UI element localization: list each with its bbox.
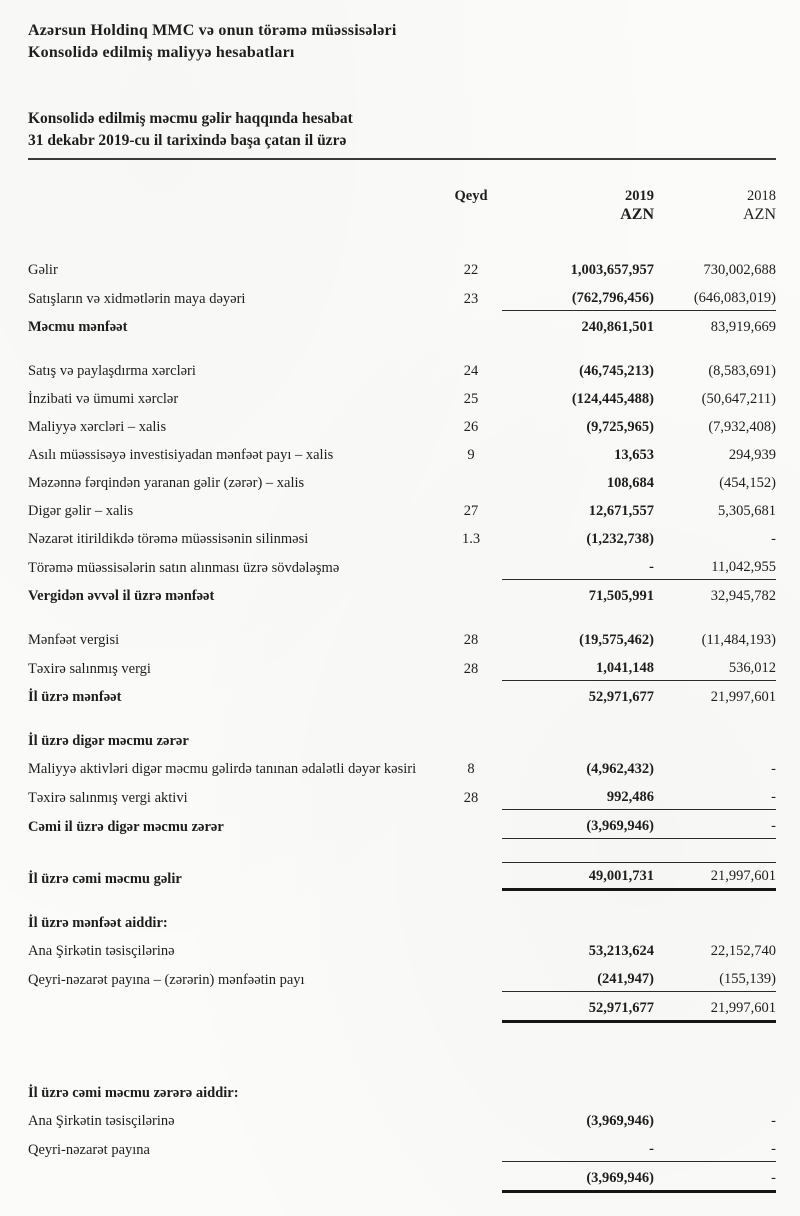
row-label: Asılı müəssisəyə investisiyadan mənfəət payı – xalis <box>28 447 334 463</box>
table-row <box>28 385 776 413</box>
value-2019: 240,861,501 <box>581 319 654 335</box>
value-2018 <box>654 933 776 935</box>
value-2018: - <box>654 1140 776 1162</box>
value-2018: (8,583,691) <box>708 363 776 379</box>
note-cell <box>440 1160 502 1162</box>
note-cell <box>440 337 502 339</box>
table-row <box>28 783 776 812</box>
row-label: Törəmə müəssisələrin satın alınması üzrə sövdələşmə <box>28 560 340 576</box>
row-label: Mənfəət vergisi <box>28 632 120 648</box>
row-label: Satışların və xidmətlərin maya dəyəri <box>28 291 246 307</box>
value-2018: - <box>771 1113 776 1129</box>
table-section <box>28 727 776 841</box>
value-2018: 5,305,681 <box>718 503 776 519</box>
company-name: Azərsun Holdinq MMC və onun törəmə müəssisələri <box>28 22 397 39</box>
table-row <box>28 357 776 385</box>
value-2018: - <box>771 531 776 547</box>
table-section <box>28 626 776 711</box>
value-2019 <box>502 751 654 753</box>
value-2018: - <box>654 1169 776 1193</box>
value-2018 <box>654 1103 776 1105</box>
value-2019: 12,671,557 <box>588 503 654 519</box>
row-label: Ana Şirkətin təsisçilərinə <box>28 1113 175 1129</box>
note-cell <box>440 1191 502 1193</box>
value-2018: 83,919,669 <box>710 319 776 335</box>
note-cell: 28 <box>463 632 479 648</box>
value-2019: - <box>502 558 654 580</box>
row-label: Təxirə salınmış vergi <box>28 661 151 677</box>
value-2018: 730,002,688 <box>703 262 776 278</box>
value-2019: (124,445,488) <box>571 391 654 407</box>
value-2019: (4,962,432) <box>586 761 654 777</box>
value-2019 <box>502 1103 654 1105</box>
value-2019: 52,971,677 <box>588 689 654 705</box>
table-row <box>28 965 776 994</box>
table-section <box>28 357 776 610</box>
row-label: İl üzrə digər məcmu zərər <box>28 733 189 749</box>
value-2019: (3,969,946) <box>586 1113 654 1129</box>
value-2019: 13,653 <box>614 447 654 463</box>
value-2019: 49,001,731 <box>502 862 654 891</box>
note-cell: 8 <box>467 761 475 777</box>
note-cell <box>440 1103 502 1105</box>
value-2018: (11,484,193) <box>701 632 776 648</box>
statement-title: Konsolidə edilmiş məcmu gəlir haqqında hesabat <box>28 110 353 127</box>
currency-label-2019: AZN <box>620 206 654 223</box>
period-subtitle: 31 dekabr 2019-cu il tarixində başa çatan il üzrə <box>28 132 347 149</box>
note-cell <box>440 990 502 992</box>
table-row <box>28 497 776 525</box>
table-section <box>28 256 776 341</box>
value-2018: 32,945,782 <box>710 588 776 604</box>
value-2019: (762,796,456) <box>502 289 654 311</box>
value-2019: (1,232,738) <box>586 531 654 547</box>
table-row <box>28 1135 776 1164</box>
value-2019: (3,969,946) <box>502 1169 654 1193</box>
statements-subtitle: Konsolidə edilmiş maliyyə hesabatları <box>28 44 295 61</box>
table-row <box>28 654 776 683</box>
column-header-note: Qeyd <box>454 188 488 204</box>
value-2018: - <box>654 788 776 810</box>
table-row <box>28 525 776 553</box>
value-2018: 21,997,601 <box>710 689 776 705</box>
value-2019: (241,947) <box>502 970 654 992</box>
note-cell <box>440 1131 502 1133</box>
value-2019 <box>502 933 654 935</box>
row-label: Məzənnə fərqindən yaranan gəlir (zərər) – xalis <box>28 475 305 491</box>
note-cell: 27 <box>463 503 479 519</box>
value-2018: 21,997,601 <box>654 862 776 891</box>
value-2018: (155,139) <box>654 970 776 992</box>
value-2018: (454,152) <box>719 475 776 491</box>
note-cell: 28 <box>463 790 479 806</box>
value-2018: (50,647,211) <box>701 391 776 407</box>
table-section <box>28 1079 776 1195</box>
note-cell: 25 <box>463 391 479 407</box>
table-row <box>28 313 776 341</box>
value-2019: 52,971,677 <box>502 999 654 1023</box>
note-cell: 22 <box>463 262 479 278</box>
value-2019: (19,575,462) <box>579 632 654 648</box>
table-row <box>28 626 776 654</box>
note-cell: 9 <box>467 447 475 463</box>
table-row <box>28 469 776 497</box>
table-row <box>28 683 776 711</box>
note-cell <box>440 837 502 839</box>
table-row <box>28 441 776 469</box>
table-row <box>28 413 776 441</box>
note-cell: 24 <box>463 363 479 379</box>
page-header <box>28 20 776 64</box>
note-cell <box>440 606 502 608</box>
note-cell <box>440 493 502 495</box>
table-row <box>28 857 776 893</box>
note-cell <box>440 933 502 935</box>
row-label: İl üzrə mənfəət aiddir: <box>28 915 168 931</box>
table-body <box>28 256 776 1195</box>
currency-label-2018: AZN <box>743 206 776 223</box>
note-cell: 26 <box>463 419 479 435</box>
value-2018 <box>654 751 776 753</box>
value-2019: 108,684 <box>606 475 654 491</box>
table-row <box>28 1164 776 1195</box>
row-label: İnzibati və ümumi xərclər <box>28 391 179 407</box>
note-cell <box>440 751 502 753</box>
note-cell <box>440 889 502 891</box>
section-heading-row <box>28 727 776 755</box>
row-label: Maliyyə aktivləri digər məcmu gəlirdə tanınan ədalətli dəyər kəsiri <box>28 761 417 777</box>
value-2018: 22,152,740 <box>710 943 776 959</box>
value-2018: (646,083,019) <box>654 289 776 311</box>
table-row <box>28 256 776 284</box>
row-label: Digər gəlir – xalis <box>28 503 134 519</box>
table-row <box>28 755 776 783</box>
value-2019: (3,969,946) <box>502 817 654 839</box>
table-row <box>28 582 776 610</box>
note-cell <box>440 578 502 580</box>
row-label <box>28 1191 440 1193</box>
table-row <box>28 812 776 841</box>
column-header-2019: 2019 <box>625 188 654 204</box>
note-cell <box>440 707 502 709</box>
row-label: Məcmu mənfəət <box>28 319 128 335</box>
value-2018: - <box>771 761 776 777</box>
value-2018: 11,042,955 <box>654 558 776 580</box>
row-label: Cəmi il üzrə digər məcmu zərər <box>28 819 224 835</box>
value-2019: 1,041,148 <box>502 659 654 681</box>
note-cell: 23 <box>463 291 479 307</box>
row-label: Qeyri-nəzarət payına – (zərərin) mənfəətin payı <box>28 972 305 988</box>
section-heading-row <box>28 1079 776 1107</box>
currency-header-row <box>28 206 776 224</box>
statement-title-block <box>28 108 776 160</box>
row-label: Vergidən əvvəl il üzrə mənfəət <box>28 588 215 604</box>
value-2018: 536,012 <box>654 659 776 681</box>
value-2018: - <box>654 817 776 839</box>
value-2019: 1,003,657,957 <box>570 262 654 278</box>
row-label: Maliyyə xərcləri – xalis <box>28 419 167 435</box>
value-2018: 294,939 <box>728 447 776 463</box>
value-2019: (9,725,965) <box>586 419 654 435</box>
value-2019: 53,213,624 <box>588 943 654 959</box>
row-label: Nəzarət itirildikdə törəmə müəssisənin silinməsi <box>28 531 309 547</box>
value-2018: 21,997,601 <box>654 999 776 1023</box>
row-label: İl üzrə mənfəət <box>28 689 122 705</box>
value-2019: 992,486 <box>502 788 654 810</box>
table-row <box>28 284 776 313</box>
value-2019: (46,745,213) <box>579 363 654 379</box>
table-section <box>28 909 776 1025</box>
column-header-row <box>28 186 776 206</box>
note-cell <box>440 1021 502 1023</box>
column-header-2018: 2018 <box>747 188 776 204</box>
value-2019: - <box>502 1140 654 1162</box>
row-label: Gəlir <box>28 262 58 278</box>
value-2018: (7,932,408) <box>708 419 776 435</box>
row-label: Satış və paylaşdırma xərcləri <box>28 363 196 379</box>
value-2019: 71,505,991 <box>588 588 654 604</box>
row-label: İl üzrə cəmi məcmu zərərə aiddir: <box>28 1085 239 1101</box>
note-cell <box>440 961 502 963</box>
row-label: Qeyri-nəzarət payına <box>28 1142 150 1158</box>
row-label: Ana Şirkətin təsisçilərinə <box>28 943 175 959</box>
row-label <box>28 1021 440 1023</box>
row-label: Təxirə salınmış vergi aktivi <box>28 790 188 806</box>
table-row <box>28 1107 776 1135</box>
table-row <box>28 937 776 965</box>
note-cell: 28 <box>463 661 479 677</box>
table-row <box>28 553 776 582</box>
section-heading-row <box>28 909 776 937</box>
note-cell: 1.3 <box>461 531 481 547</box>
table-row <box>28 994 776 1025</box>
row-label: İl üzrə cəmi məcmu gəlir <box>28 871 182 887</box>
table-section <box>28 857 776 893</box>
